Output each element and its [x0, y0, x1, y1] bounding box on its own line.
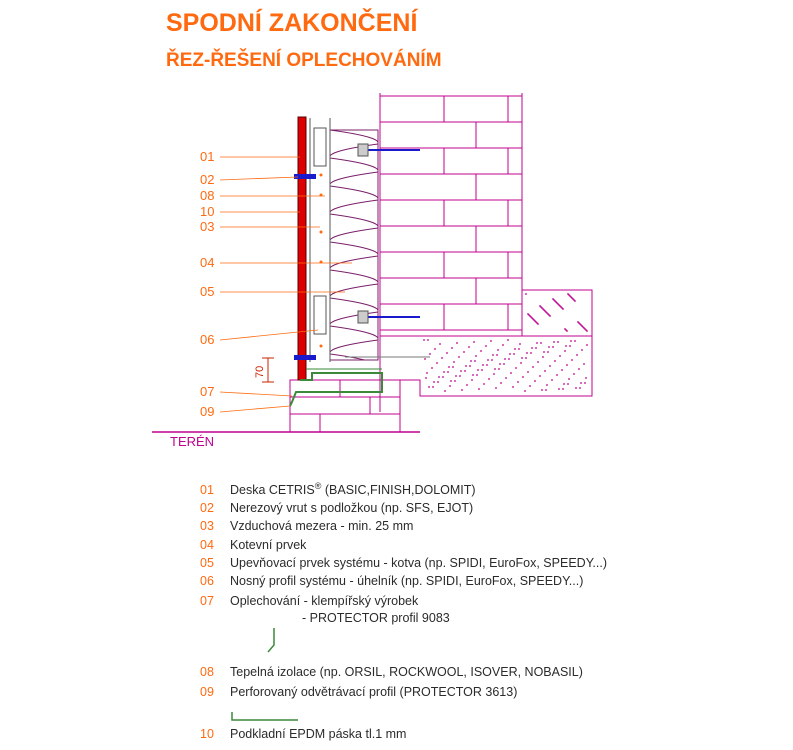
gravel-strip [522, 290, 592, 336]
terrain-label: TERÉN [170, 434, 215, 449]
legend-text-07: Oplechování - klempířský výrobek [230, 594, 419, 608]
callout-03: 03 [200, 219, 215, 234]
legend-text-04: Kotevní prvek [230, 538, 307, 552]
legend-num-01: 01 [200, 483, 214, 497]
thermal-insulation [330, 130, 379, 368]
legend-text-07-line2: - PROTECTOR profil 9083 [302, 611, 450, 625]
legend-num-02: 02 [200, 501, 214, 515]
leader-line [220, 406, 290, 412]
legend-text-09: Perforovaný odvětrávací profil (PROTECTOR 3613) [230, 685, 518, 699]
cetris-panel [298, 117, 306, 380]
callout-07: 07 [200, 384, 215, 399]
page-title: SPODNÍ ZAKONČENÍ [166, 9, 418, 37]
legend-num-08: 08 [200, 665, 214, 679]
legend-text-08: Tepelná izolace (np. ORSIL, ROCKWOOL, ISOVER, NOBASIL) [230, 665, 583, 679]
callout-02: 02 [200, 172, 215, 187]
legend [200, 481, 607, 741]
legend-num-06: 06 [200, 574, 214, 588]
callout-05: 05 [200, 284, 215, 299]
callout-01: 01 [200, 149, 215, 164]
air-gap [320, 174, 323, 348]
callout-04: 04 [200, 255, 215, 270]
air-flow-mark [320, 174, 323, 177]
anchor-heads [358, 144, 368, 323]
base-wall [290, 380, 400, 432]
legend-text-05: Upevňovací prvek systému - kotva (np. SPIDI, EuroFox, SPEEDY...) [230, 556, 607, 570]
leader-line [220, 392, 292, 396]
wall-anchors [345, 150, 430, 357]
page-subtitle: ŘEZ-ŘEŠENÍ OPLECHOVÁNÍM [166, 50, 442, 71]
legend-num-05: 05 [200, 556, 214, 570]
callout-06: 06 [200, 332, 215, 347]
legend-num-04: 04 [200, 538, 214, 552]
dimension-label: 70 [254, 365, 266, 378]
legend-text-02: Nerezový vrut s podložkou (np. SFS, EJOT) [230, 501, 474, 515]
legend-text-01: Deska CETRIS® (BASIC,FINISH,DOLOMIT) [230, 481, 476, 497]
concrete-plinth [380, 336, 592, 396]
legend-num-07: 07 [200, 594, 214, 608]
legend-text-06: Nosný profil systému - úhelník (np. SPIDI, EuroFox, SPEEDY...) [230, 574, 584, 588]
callout-08: 08 [200, 188, 215, 203]
substructure-profiles [310, 118, 330, 362]
callout-group [200, 149, 352, 419]
legend-num-03: 03 [200, 519, 214, 533]
air-flow-mark [320, 231, 323, 234]
air-flow-mark [320, 345, 323, 348]
callout-10: 10 [200, 204, 215, 219]
legend-sketch-perforated [232, 712, 298, 720]
legend-text-10: Podkladní EPDM páska tl.1 mm [230, 727, 407, 741]
legend-text-03: Vzduchová mezera - min. 25 mm [230, 519, 414, 533]
callout-09: 09 [200, 404, 215, 419]
legend-sketch-flashing [268, 628, 274, 652]
leader-line [220, 177, 298, 180]
legend-num-10: 10 [200, 727, 214, 741]
legend-num-09: 09 [200, 685, 214, 699]
